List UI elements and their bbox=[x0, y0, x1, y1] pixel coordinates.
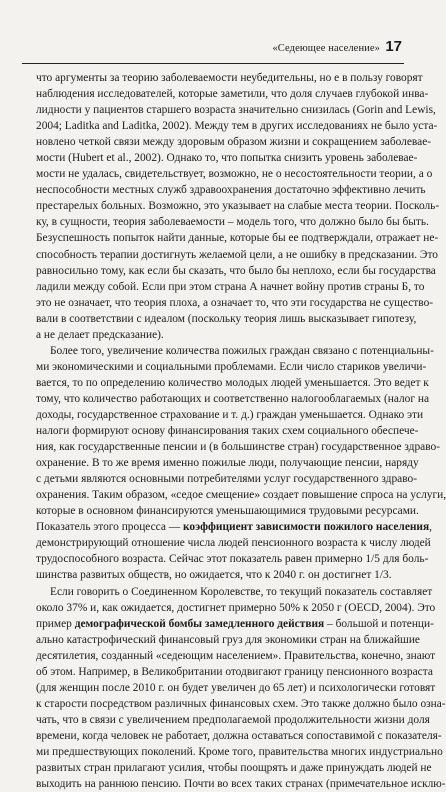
running-head: «Седеющее население» bbox=[272, 43, 380, 54]
text-line: ми предшествующих поколений. Кроме того, правительства многих индустриально bbox=[36, 744, 392, 760]
text-line: ния, как государственные пенсии и (в большинстве стран) государственное здраво- bbox=[36, 439, 392, 455]
text-line: а не делает предсказание). bbox=[36, 327, 392, 343]
page-header bbox=[0, 36, 426, 60]
text-line: мости не удалась, свидетельствует, возможно, не о несостоятельности теории, а о bbox=[36, 166, 392, 182]
text-line: времени, когда человек не работает, должна оставаться сопоставимой с показателя- bbox=[36, 728, 392, 744]
text-line: неспособности местных служб здравоохранения достаточно эффективно лечить bbox=[36, 182, 392, 198]
text-line: демонстрирующий отношение числа людей пенсионного возраста к числу людей bbox=[36, 535, 392, 551]
text-line: Если говорить о Соединенном Королевстве, то текущий показатель составляет bbox=[36, 584, 392, 600]
text-line: тому, что количество работающих и соответственно налогооблагаемых (налог на bbox=[36, 391, 392, 407]
text-line: десятилетия, созданный «седеющим населением». Правительства, конечно, знают bbox=[36, 648, 392, 664]
text-line: новлено четкой связи между здоровым образом жизни и сокращением заболевае- bbox=[36, 134, 392, 150]
text-line: налоги формируют основу финансирования таких схем социального обеспече- bbox=[36, 423, 392, 439]
text-line: ладили между собой. Если при этом страна А начнет войну против страны Б, то bbox=[36, 279, 392, 295]
text-line: Показатель этого процесса — коэффициент зависимости пожилого населения, bbox=[36, 519, 392, 535]
text-line: престарелых больных. Возможно, это указывает на слабые места теории. Посколь- bbox=[36, 198, 392, 214]
paragraph bbox=[36, 70, 392, 343]
text-line: вали в соответствии с идеалом (поскольку теория лишь высказывает гипотезу, bbox=[36, 311, 392, 327]
text-line: 2004; Laditka and Laditka, 2002). Между тем в других исследованиях не было уста- bbox=[36, 118, 392, 134]
text-line: (для женщин после 2010 г. он будет увеличен до 65 лет) и психологически готовят bbox=[36, 680, 392, 696]
text-line: с детьми являются основными потребителями услуг государственного здраво- bbox=[36, 471, 392, 487]
page-number: 17 bbox=[385, 38, 402, 55]
text-line: вается, то по определению количество молодых людей уменьшается. Это ведет к bbox=[36, 375, 392, 391]
paragraph bbox=[36, 584, 392, 792]
text-line: выходить на раннюю пенсию. Почти во всех таких странах (примечательное исклю- bbox=[36, 776, 392, 792]
text-line: трудоспособного возраста. Сейчас этот показатель равен примерно 1/5 для боль- bbox=[36, 551, 392, 567]
text-line: мости (Hubert et al., 2002). Однако то, что попытка снизить уровень заболевае- bbox=[36, 150, 392, 166]
text-line: Более того, увеличение количества пожилых граждан связано с потенциальны- bbox=[36, 343, 392, 359]
body-text bbox=[36, 70, 392, 792]
key-term: коэффициент зависимости пожилого населения bbox=[183, 521, 429, 533]
text-line: способность терапии достигнуть желаемой цели, а не ошибку в предсказании. Это bbox=[36, 247, 392, 263]
text-line: которые в основном финансируются уменьшающимися трудовыми ресурсами. bbox=[36, 503, 392, 519]
text-line: доходы, государственное страхование и т. д.) граждан уменьшается. Однако эти bbox=[36, 407, 392, 423]
text-line: около 37% и, как ожидается, достигнет примерно 50% к 2050 г (OECD, 2004). Это bbox=[36, 600, 392, 616]
key-term: демографической бомбы замедленного действия bbox=[75, 618, 325, 630]
header-rule bbox=[22, 63, 404, 64]
text-line: наблюдения исследователей, которые заметили, что доля случаев глубокой инва- bbox=[36, 86, 392, 102]
paragraph bbox=[36, 343, 392, 584]
text-line: шинства развитых обществ, но ожидается, что к 2040 г. он достигнет 1/3. bbox=[36, 567, 392, 583]
text-line: ку, в сущности, теория заболеваемости – модель того, что должно было бы быть. bbox=[36, 214, 392, 230]
text-line: развитых стран прилагают усилия, чтобы поощрять и даже принуждать людей не bbox=[36, 760, 392, 776]
text-line: это не означает, что теория плоха, а означает то, что эти государства не существо- bbox=[36, 295, 392, 311]
text-line: Безуспешность попыток найти данные, которые бы ее подтверждали, отражает не- bbox=[36, 230, 392, 246]
text-line: об этом. Например, в Великобритании отодвигают границу пенсионного возраста bbox=[36, 664, 392, 680]
text-line: пример демографической бомбы замедленного действия – большой и потенци- bbox=[36, 616, 392, 632]
text-line: чать, что в связи с увеличением предполагаемой продолжительности жизни доля bbox=[36, 712, 392, 728]
text-line: равносильно тому, как если бы сказать, что было бы неплохо, если бы государства bbox=[36, 263, 392, 279]
text-line: охранение. В то же время именно пожилые люди, получающие пенсии, наряду bbox=[36, 455, 392, 471]
text-line: ально катастрофический финансовый груз для экономики стран на ближайшие bbox=[36, 632, 392, 648]
text-line: что аргументы за теорию заболеваемости неубедительны, но е в пользу говорят bbox=[36, 70, 392, 86]
text-line: охранения. Таким образом, «седое смещение» создает повышение спроса на услуги, bbox=[36, 487, 392, 503]
text-line: к старости посредством различных финансовых схем. Это также должно было озна- bbox=[36, 696, 392, 712]
text-line: ми экономическими и социальными проблемами. Если число стариков увеличи- bbox=[36, 359, 392, 375]
text-line: лидности у пациентов старшего возраста значительно снизилась (Gorin and Lewis, bbox=[36, 102, 392, 118]
